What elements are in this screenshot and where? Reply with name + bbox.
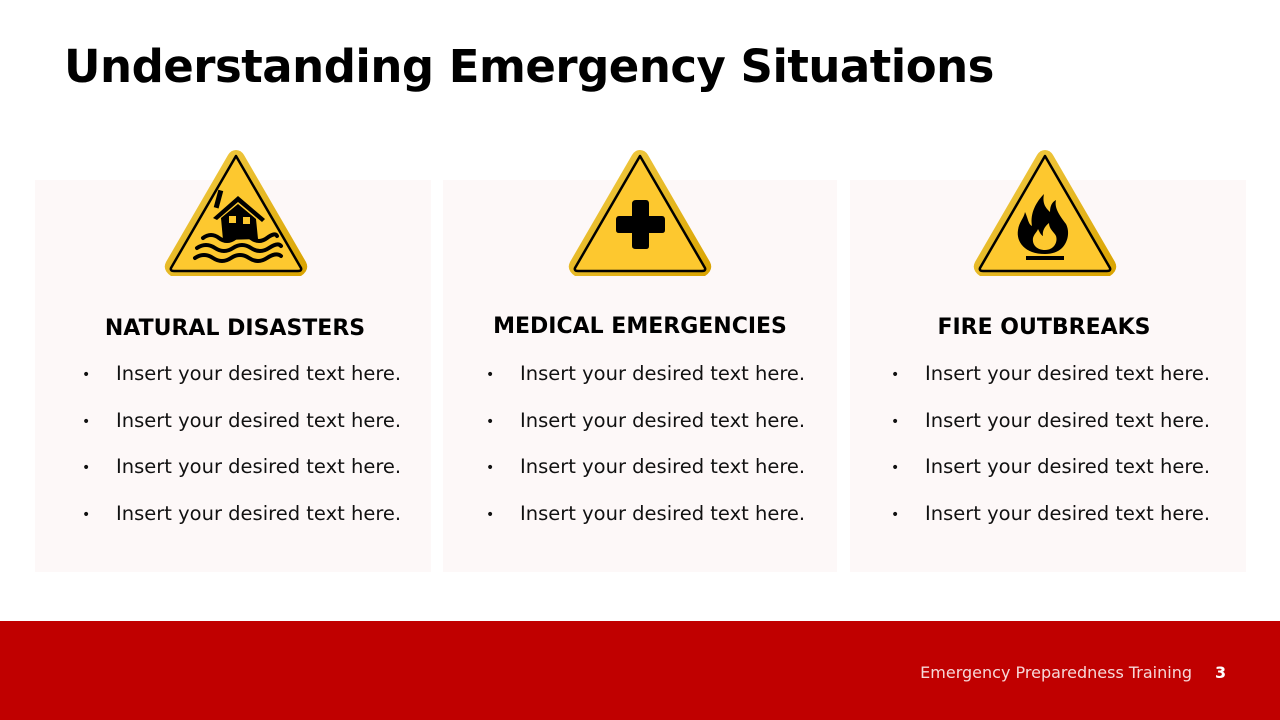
fire-warning-icon	[970, 146, 1120, 282]
bullet-item: • Insert your desired text here.	[486, 455, 806, 479]
bullet-icon: •	[486, 413, 495, 430]
footer-text: Emergency Preparedness Training	[920, 663, 1192, 682]
bullet-list-fire-outbreaks	[891, 362, 1210, 549]
bullet-icon: •	[82, 413, 91, 430]
bullet-icon: •	[891, 367, 900, 383]
bullet-item: • Insert your desired text here.	[891, 502, 1211, 526]
footer-bar	[0, 621, 1280, 720]
heading-fire-outbreaks: FIRE OUTBREAKS	[937, 315, 1151, 340]
heading-natural-disasters: NATURAL DISASTERS	[104, 316, 366, 341]
bullet-item: • Insert your desired text here.	[486, 408, 806, 432]
bullet-item: • Insert your desired text here.	[486, 502, 806, 526]
medical-cross-warning-icon	[565, 146, 715, 282]
bullet-item: • Insert your desired text here.	[82, 362, 402, 385]
bullet-item: • Insert your desired text here.	[82, 455, 402, 479]
flood-house-warning-icon	[161, 146, 311, 282]
bullet-icon: •	[82, 507, 91, 524]
heading-medical-emergencies: MEDICAL EMERGENCIES	[493, 314, 787, 339]
bullet-icon: •	[891, 460, 900, 477]
bullet-icon: •	[82, 367, 91, 383]
bullet-icon: •	[486, 367, 495, 383]
page-number: 3	[1215, 663, 1227, 682]
bullet-item: • Insert your desired text here.	[891, 408, 1211, 432]
bullet-item: • Insert your desired text here.	[486, 362, 806, 385]
bullet-list-natural-disasters	[82, 362, 401, 549]
bullet-list-medical-emergencies	[486, 362, 805, 549]
bullet-icon: •	[82, 460, 91, 477]
bullet-item: • Insert your desired text here.	[891, 455, 1211, 479]
bullet-item: • Insert your desired text here.	[82, 502, 402, 526]
bullet-item: • Insert your desired text here.	[891, 362, 1211, 385]
bullet-icon: •	[891, 413, 900, 430]
bullet-icon: •	[486, 460, 495, 477]
bullet-icon: •	[891, 507, 900, 524]
bullet-icon: •	[486, 507, 495, 524]
slide-title: Understanding Emergency Situations	[64, 40, 994, 93]
bullet-item: • Insert your desired text here.	[82, 408, 402, 432]
